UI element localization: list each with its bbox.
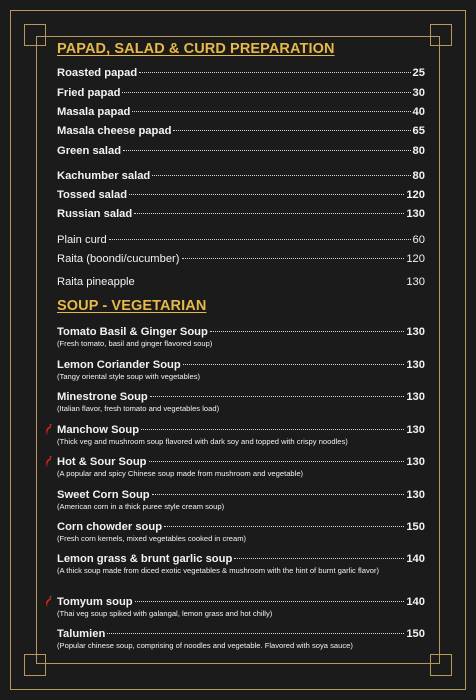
item-description: (Thick veg and mushroom soup flavored with dark soy and topped with crispy noodles): [57, 437, 348, 446]
menu-item: [57, 521, 425, 543]
item-name: Tossed salad: [57, 189, 128, 201]
item-description: (Tangy oriental style soup with vegetables): [57, 372, 201, 381]
item-name: Tomyum soup: [57, 596, 133, 608]
item-name: Roasted papad: [57, 67, 138, 79]
item-name: Green salad: [57, 145, 122, 157]
item-price: 40: [412, 106, 425, 118]
menu-item: [57, 553, 425, 575]
item-description: (A thick soup made from diced exotic vegetables & mushroom with the hint of burnt garlic flavor): [57, 566, 380, 575]
item-name: Masala papad: [57, 106, 131, 118]
item-name: Kachumber salad: [57, 170, 151, 182]
item-name: Russian salad: [57, 208, 133, 220]
leader-dots: [141, 429, 404, 430]
item-price: 130: [406, 326, 425, 338]
item-name: Minestrone Soup: [57, 391, 148, 403]
menu-item: [57, 125, 425, 137]
item-price: 150: [406, 521, 425, 533]
item-price: 25: [412, 67, 425, 79]
leader-dots: [210, 331, 404, 332]
item-name: Tomato Basil & Ginger Soup: [57, 326, 208, 338]
item-price: 130: [406, 424, 425, 436]
item-price: 130: [406, 276, 425, 288]
item-price: 60: [412, 234, 425, 246]
leader-dots: [164, 526, 404, 527]
leader-dots: [129, 194, 404, 195]
leader-dots: [139, 72, 410, 73]
leader-dots: [123, 150, 410, 151]
menu-item: [57, 456, 425, 478]
menu-item: [57, 326, 425, 348]
item-price: 130: [406, 359, 425, 371]
leader-dots: [135, 601, 405, 602]
item-name: Masala cheese papad: [57, 125, 172, 137]
leader-dots: [109, 239, 411, 240]
menu-item: [57, 87, 425, 99]
menu-item: [57, 234, 425, 246]
menu-item: [57, 391, 425, 413]
chili-pepper-icon: [44, 456, 54, 468]
item-name: Fried papad: [57, 87, 121, 99]
item-price: 30: [412, 87, 425, 99]
menu-item: [57, 189, 425, 201]
leader-dots: [183, 364, 405, 365]
item-price: 140: [406, 553, 425, 565]
leader-dots: [182, 258, 405, 259]
item-price: 150: [406, 628, 425, 640]
menu-item: [57, 359, 425, 381]
leader-dots: [234, 558, 404, 559]
leader-dots: [134, 213, 404, 214]
item-price: 120: [406, 253, 425, 265]
menu-item: [57, 276, 425, 288]
chili-pepper-icon: [44, 424, 54, 436]
item-description: (Italian flavor, fresh tomato and vegetables load): [57, 404, 220, 413]
menu-item: [57, 170, 425, 182]
menu-item: [57, 145, 425, 157]
leader-dots: [122, 92, 410, 93]
item-name: Hot & Sour Soup: [57, 456, 147, 468]
item-price: 140: [406, 596, 425, 608]
leader-dots: [150, 396, 405, 397]
menu-item: [57, 208, 425, 220]
item-name: Talumien: [57, 628, 106, 640]
menu-item: [57, 596, 425, 618]
leader-dots: [152, 175, 410, 176]
menu-item: [57, 67, 425, 79]
leader-dots: [149, 461, 405, 462]
item-name: Plain curd: [57, 234, 107, 246]
item-name: Raita pineapple: [57, 276, 135, 288]
item-name: Corn chowder soup: [57, 521, 163, 533]
leader-dots: [107, 633, 404, 634]
menu-item: [57, 424, 425, 446]
item-price: 130: [406, 208, 425, 220]
chili-pepper-icon: [44, 596, 54, 608]
item-description: (Fresh tomato, basil and ginger flavored soup): [57, 339, 213, 348]
item-name: Manchow Soup: [57, 424, 140, 436]
item-name: Sweet Corn Soup: [57, 489, 150, 501]
item-name: Lemon Coriander Soup: [57, 359, 181, 371]
section-title-soup-vegetarian: SOUP - VEGETARIAN: [57, 298, 207, 314]
menu-item: [57, 253, 425, 265]
leader-dots: [173, 130, 410, 131]
leader-dots: [132, 111, 410, 112]
item-description: (Thai veg soup spiked with galangal, lemon grass and hot chilly): [57, 609, 273, 618]
menu-item: [57, 106, 425, 118]
section-title-papad-salad-curd: PAPAD, SALAD & CURD PREPARATION: [57, 41, 335, 57]
item-name: Raita (boondi/cucumber): [57, 253, 180, 265]
leader-dots: [152, 494, 405, 495]
menu-item: [57, 628, 425, 650]
item-price: 65: [412, 125, 425, 137]
item-price: 120: [406, 189, 425, 201]
item-price: 130: [406, 456, 425, 468]
item-description: (Popular chinese soup, comprising of noodles and vegetable. Flavored with soya sauce): [57, 641, 353, 650]
item-price: 130: [406, 489, 425, 501]
item-description: (Fresh corn kernels, mixed vegetables cooked in cream): [57, 534, 247, 543]
item-price: 130: [406, 391, 425, 403]
item-name: Lemon grass & brunt garlic soup: [57, 553, 233, 565]
item-price: 80: [412, 170, 425, 182]
item-description: (American corn in a thick puree style cream soup): [57, 502, 225, 511]
item-price: 80: [412, 145, 425, 157]
item-description: (A popular and spicy Chinese soup made from mushroom and vegetable): [57, 469, 304, 478]
menu-item: [57, 489, 425, 511]
